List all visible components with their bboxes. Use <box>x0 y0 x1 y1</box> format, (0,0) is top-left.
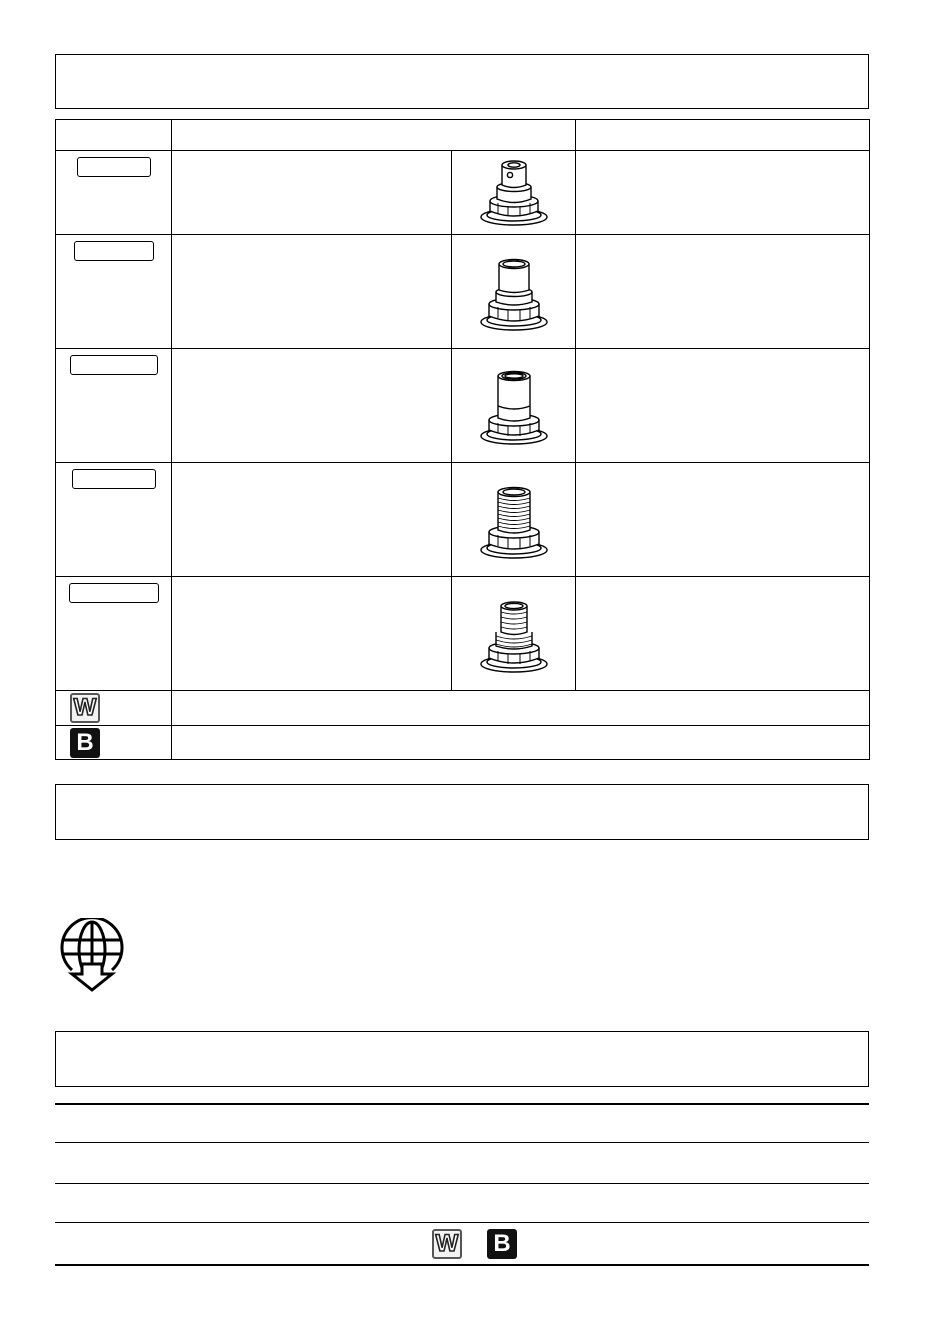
remark-cell <box>576 577 870 691</box>
list-item <box>55 1186 869 1220</box>
w-symbol-icon: W <box>70 693 100 723</box>
remark-cell <box>576 151 870 235</box>
header-cell-description <box>172 120 576 151</box>
b-symbol-icon: B <box>487 1229 517 1259</box>
description-cell <box>172 349 452 463</box>
table-row <box>56 151 870 235</box>
description-cell <box>172 577 452 691</box>
legend-text <box>172 691 870 726</box>
fitting-female-thread-large-icon <box>474 364 554 448</box>
description-cell <box>172 235 452 349</box>
remark-cell <box>576 235 870 349</box>
description-cell <box>172 463 452 577</box>
list-rule <box>55 1183 869 1184</box>
table-header-row <box>56 120 870 151</box>
list-rule <box>55 1222 869 1223</box>
list-rule-bottom <box>55 1264 869 1266</box>
middle-box <box>55 784 869 840</box>
legend-text <box>172 726 870 760</box>
w-symbol-icon: W <box>432 1229 462 1259</box>
part-code-tag <box>74 241 154 261</box>
list-rule <box>55 1142 869 1143</box>
description-cell <box>172 151 452 235</box>
header-cell-code <box>56 120 172 151</box>
part-code-tag <box>72 469 156 489</box>
list-item <box>55 1145 869 1181</box>
remark-cell <box>576 349 870 463</box>
b-symbol-icon: B <box>70 728 100 758</box>
legend-row <box>56 691 870 726</box>
table-row <box>56 577 870 691</box>
bottom-box <box>55 1031 869 1087</box>
fitting-male-thread-large-icon <box>474 592 554 676</box>
remark-cell <box>576 463 870 577</box>
table-row <box>56 235 870 349</box>
fitting-small-nozzle-icon <box>474 151 554 231</box>
table-row <box>56 349 870 463</box>
part-code-tag <box>69 583 159 603</box>
part-code-tag <box>70 355 158 375</box>
legend-row <box>56 726 870 760</box>
list-rule-top <box>55 1103 869 1105</box>
globe-download-icon <box>56 918 128 994</box>
part-code-tag <box>77 157 151 177</box>
table-row <box>56 463 870 577</box>
fittings-table <box>55 119 870 760</box>
fitting-male-thread-icon <box>474 478 554 562</box>
list-item <box>55 1106 869 1140</box>
list-item <box>55 1225 415 1263</box>
fitting-female-thread-icon <box>474 250 554 334</box>
header-cell-remark <box>576 120 870 151</box>
header-box <box>55 54 869 109</box>
